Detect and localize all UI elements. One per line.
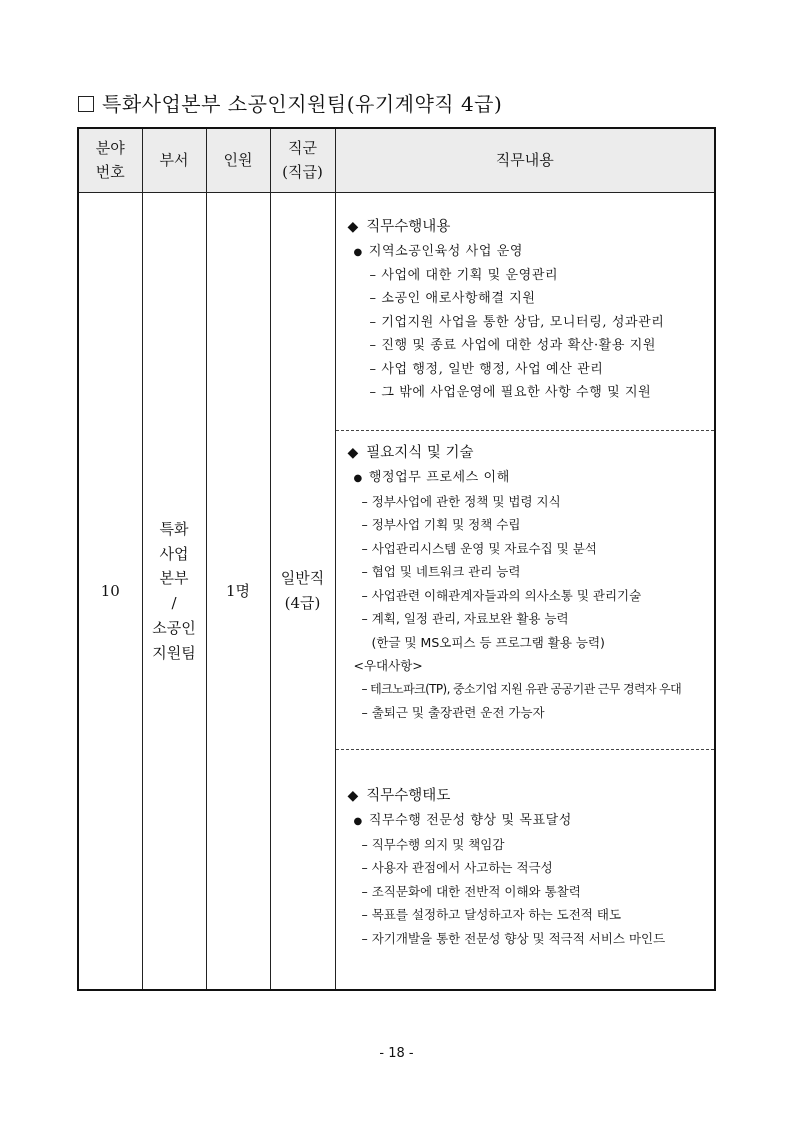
preferred-item: – 출퇴근 및 출장관련 운전 가능자 (361, 705, 545, 720)
list-item: – 사업에 대한 기획 및 운영관리 (369, 267, 559, 283)
cell-grade: 일반직 (4급) (270, 193, 335, 991)
header-dept: 부서 (142, 128, 206, 193)
list-item: – 진행 및 종료 사업에 대한 성과 확산·활용 지원 (369, 338, 657, 353)
header-duty: 직무내용 (335, 128, 715, 193)
diamond-icon: ◆ (347, 219, 359, 235)
bullet-item: ● 지역소공인육성 사업 운영 (353, 244, 524, 259)
bullet-item: ● 행정업무 프로세스 이해 (353, 470, 510, 485)
title-text: 특화사업본부 소공인지원팀(유기계약직 4급) (102, 92, 503, 116)
cell-headcount: 1명 (206, 193, 270, 991)
header-row (78, 128, 715, 193)
list-item: – 조직문화에 대한 전반적 이해와 통찰력 (361, 883, 581, 899)
list-item: – 목표를 설정하고 달성하고자 하는 도전적 태도 (361, 907, 622, 922)
list-item-note: (한글 및 MS오피스 등 프로그램 활용 능력) (371, 634, 605, 650)
preferred-item: – 테크노파크(TP), 중소기업 지원 유관 공공기관 근무 경력자 우대 (361, 681, 682, 696)
diamond-icon: ◆ (347, 445, 359, 461)
job-table (77, 127, 716, 991)
section-attitude (336, 750, 715, 950)
bullet-item: ● 직무수행 전문성 향상 및 목표달성 (353, 813, 572, 828)
section-duties (336, 193, 715, 431)
list-item: – 정부사업 기획 및 정책 수립 (361, 517, 521, 532)
list-item: – 소공인 애로사항해결 지원 (369, 291, 536, 306)
header-field-no: 분야 번호 (78, 128, 142, 193)
cell-field-no: 10 (78, 193, 142, 991)
list-item: – 사용자 관점에서 사고하는 적극성 (361, 860, 553, 875)
list-item: – 협업 및 네트워크 관리 능력 (361, 564, 521, 579)
list-item: – 계획, 일정 관리, 자료보완 활용 능력 (361, 611, 569, 626)
section-heading: ◆ 직무수행내용 (347, 219, 451, 235)
list-item: – 사업 행정, 일반 행정, 사업 예산 관리 (369, 361, 604, 377)
page-title (78, 88, 502, 117)
list-item: – 정부사업에 관한 정책 및 법령 지식 (361, 493, 561, 509)
diamond-icon: ◆ (347, 788, 359, 804)
list-item: – 자기개발을 통한 전문성 향상 및 적극적 서비스 마인드 (361, 930, 666, 946)
page-number: - 18 - (379, 1046, 414, 1061)
list-item: – 사업관리시스템 운영 및 자료수집 및 분석 (361, 540, 597, 556)
bullet-dot-icon: ● (353, 473, 363, 484)
section-heading: ◆ 직무수행태도 (347, 788, 451, 804)
cell-dept: 특화 사업 본부 / 소공인 지원팀 (142, 193, 206, 991)
section-knowledge (336, 431, 715, 750)
cell-duty (335, 193, 715, 991)
bullet-dot-icon: ● (353, 816, 363, 827)
preferred-label: <우대사항> (353, 658, 423, 673)
list-item: – 그 밖에 사업운영에 필요한 사항 수행 및 지원 (369, 385, 652, 400)
header-headcount: 인원 (206, 128, 270, 193)
section-heading: ◆ 필요지식 및 기술 (347, 445, 474, 461)
list-item: – 기업지원 사업을 통한 상담, 모니터링, 성과관리 (369, 314, 665, 330)
checkbox-square-icon (78, 96, 94, 112)
list-item: – 직무수행 의지 및 책임감 (361, 836, 505, 852)
bullet-dot-icon: ● (353, 247, 363, 258)
table-row (78, 193, 715, 991)
list-item: – 사업관련 이해관계자들과의 의사소통 및 관리기술 (361, 587, 642, 603)
header-grade: 직군 (직급) (270, 128, 335, 193)
